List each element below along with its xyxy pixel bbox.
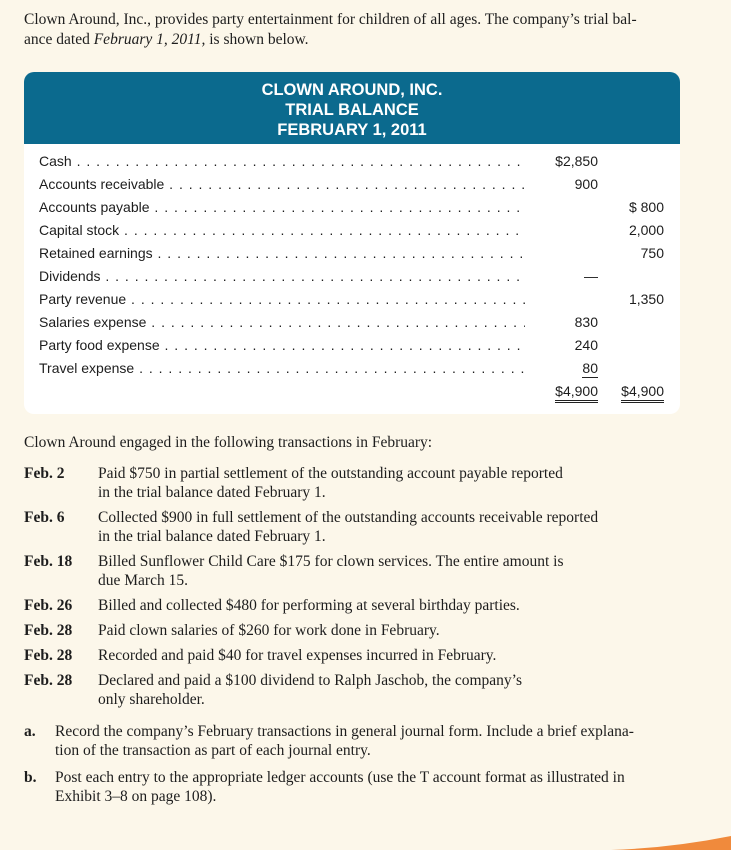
intro-paragraph [24, 10, 704, 50]
trial-balance-row [24, 174, 680, 197]
trial-balance-table [24, 72, 680, 414]
trial-balance-rows [24, 151, 680, 405]
total-credit: $4,900 [621, 383, 664, 403]
transaction-item [24, 621, 664, 640]
transaction-date: Feb. 26 [24, 597, 73, 614]
trial-balance-row [24, 266, 680, 289]
question-line-2: Exhibit 3–8 on page 108). [55, 788, 217, 805]
account-name: Party revenue . . . [39, 291, 525, 307]
question-letter: b. [24, 769, 37, 786]
transaction-item [24, 508, 664, 546]
credit-amount: 1,350 [628, 291, 664, 307]
account-name: Accounts receivable . . . [39, 176, 525, 192]
trial-balance-row [24, 151, 680, 174]
account-name: Travel expense . . . [39, 360, 525, 376]
question-letter: a. [24, 723, 36, 740]
transaction-date: Feb. 6 [24, 509, 65, 526]
question-line-1: Post each entry to the appropriate ledger accounts (use the T account format as illustrated in [55, 769, 625, 786]
questions-list [24, 722, 694, 814]
account-name: Dividends . . . [39, 268, 525, 284]
intro-line-1: Clown Around, Inc., provides party entertainment for children of all ages. The company’s trial bal- [24, 11, 637, 28]
transaction-item [24, 671, 664, 709]
transaction-item [24, 464, 664, 502]
account-name: Party food expense . . . [39, 337, 525, 353]
transaction-description [98, 464, 658, 502]
credit-amount: 750 [640, 245, 664, 261]
account-name: Capital stock . . . [39, 222, 525, 238]
trial-balance-row [24, 243, 680, 266]
transaction-description [98, 596, 658, 615]
transaction-line-1: Paid $750 in partial settlement of the outstanding account payable reported [98, 465, 563, 482]
transactions-list [24, 464, 664, 715]
trial-balance-header [24, 72, 680, 144]
account-name: Cash . . . [39, 153, 525, 169]
transaction-line-2: only shareholder. [98, 691, 205, 708]
transaction-item [24, 552, 664, 590]
trial-balance-row [24, 335, 680, 358]
transaction-item [24, 596, 664, 615]
debit-amount: 80 [582, 360, 598, 376]
question-text [55, 722, 694, 760]
debit-amount: — [584, 268, 598, 284]
transaction-line-1: Recorded and paid $40 for travel expenses incurred in February. [98, 647, 497, 664]
debit-amount: $2,850 [555, 153, 598, 169]
total-debit: $4,900 [555, 383, 598, 403]
credit-amount: $ 800 [628, 199, 664, 215]
intro-date: February 1, 2011, [93, 31, 206, 48]
trial-balance-row [24, 289, 680, 312]
debit-amount: 240 [574, 337, 598, 353]
question-line-1: Record the company’s February transactions in general journal form. Include a brief explana- [55, 723, 634, 740]
intro-line-2 [24, 30, 704, 50]
transaction-description [98, 621, 658, 640]
transaction-line-1: Paid clown salaries of $260 for work done in February. [98, 622, 440, 639]
transaction-description [98, 671, 658, 709]
question-item [24, 768, 694, 806]
intro-line-2-prefix: ance dated [24, 31, 94, 48]
transaction-line-1: Declared and paid a $100 dividend to Ralph Jaschob, the company’s [98, 672, 522, 689]
transaction-description [98, 552, 658, 590]
company-name: CLOWN AROUND, INC. [261, 81, 443, 99]
transaction-line-2: due March 15. [98, 572, 188, 589]
report-title: TRIAL BALANCE [285, 101, 419, 119]
transaction-description [98, 646, 658, 665]
account-name: Accounts payable . . . [39, 199, 525, 215]
trial-balance-row [24, 358, 680, 381]
account-name: Retained earnings . . . [39, 245, 525, 261]
question-item [24, 722, 694, 760]
transaction-line-1: Billed Sunflower Child Care $175 for clown services. The entire amount is [98, 553, 564, 570]
trial-balance-row [24, 220, 680, 243]
transaction-date: Feb. 28 [24, 672, 73, 689]
trial-balance-row [24, 312, 680, 335]
trial-balance-totals [24, 381, 680, 405]
question-text [55, 768, 694, 806]
transaction-date: Feb. 18 [24, 553, 73, 570]
intro-line-2-suffix: is shown below. [205, 31, 309, 48]
trial-balance-row [24, 197, 680, 220]
account-name: Salaries expense . . . [39, 314, 525, 330]
transaction-date: Feb. 28 [24, 647, 73, 664]
debit-amount: 830 [574, 314, 598, 330]
transactions-intro: Clown Around engaged in the following transactions in February: [24, 434, 433, 451]
question-line-2: tion of the transaction as part of each journal entry. [55, 742, 371, 759]
credit-amount: 2,000 [628, 222, 664, 238]
transaction-item [24, 646, 664, 665]
transaction-date: Feb. 2 [24, 465, 65, 482]
report-date: FEBRUARY 1, 2011 [277, 121, 427, 139]
transaction-date: Feb. 28 [24, 622, 73, 639]
decorative-swoosh [611, 832, 731, 850]
transaction-line-1: Collected $900 in full settlement of the outstanding accounts receivable reported [98, 509, 599, 526]
transaction-line-2: in the trial balance dated February 1. [98, 528, 326, 545]
debit-amount: 900 [574, 176, 598, 192]
transaction-line-1: Billed and collected $480 for performing at several birthday parties. [98, 597, 520, 614]
transaction-line-2: in the trial balance dated February 1. [98, 484, 326, 501]
transaction-description [98, 508, 658, 546]
